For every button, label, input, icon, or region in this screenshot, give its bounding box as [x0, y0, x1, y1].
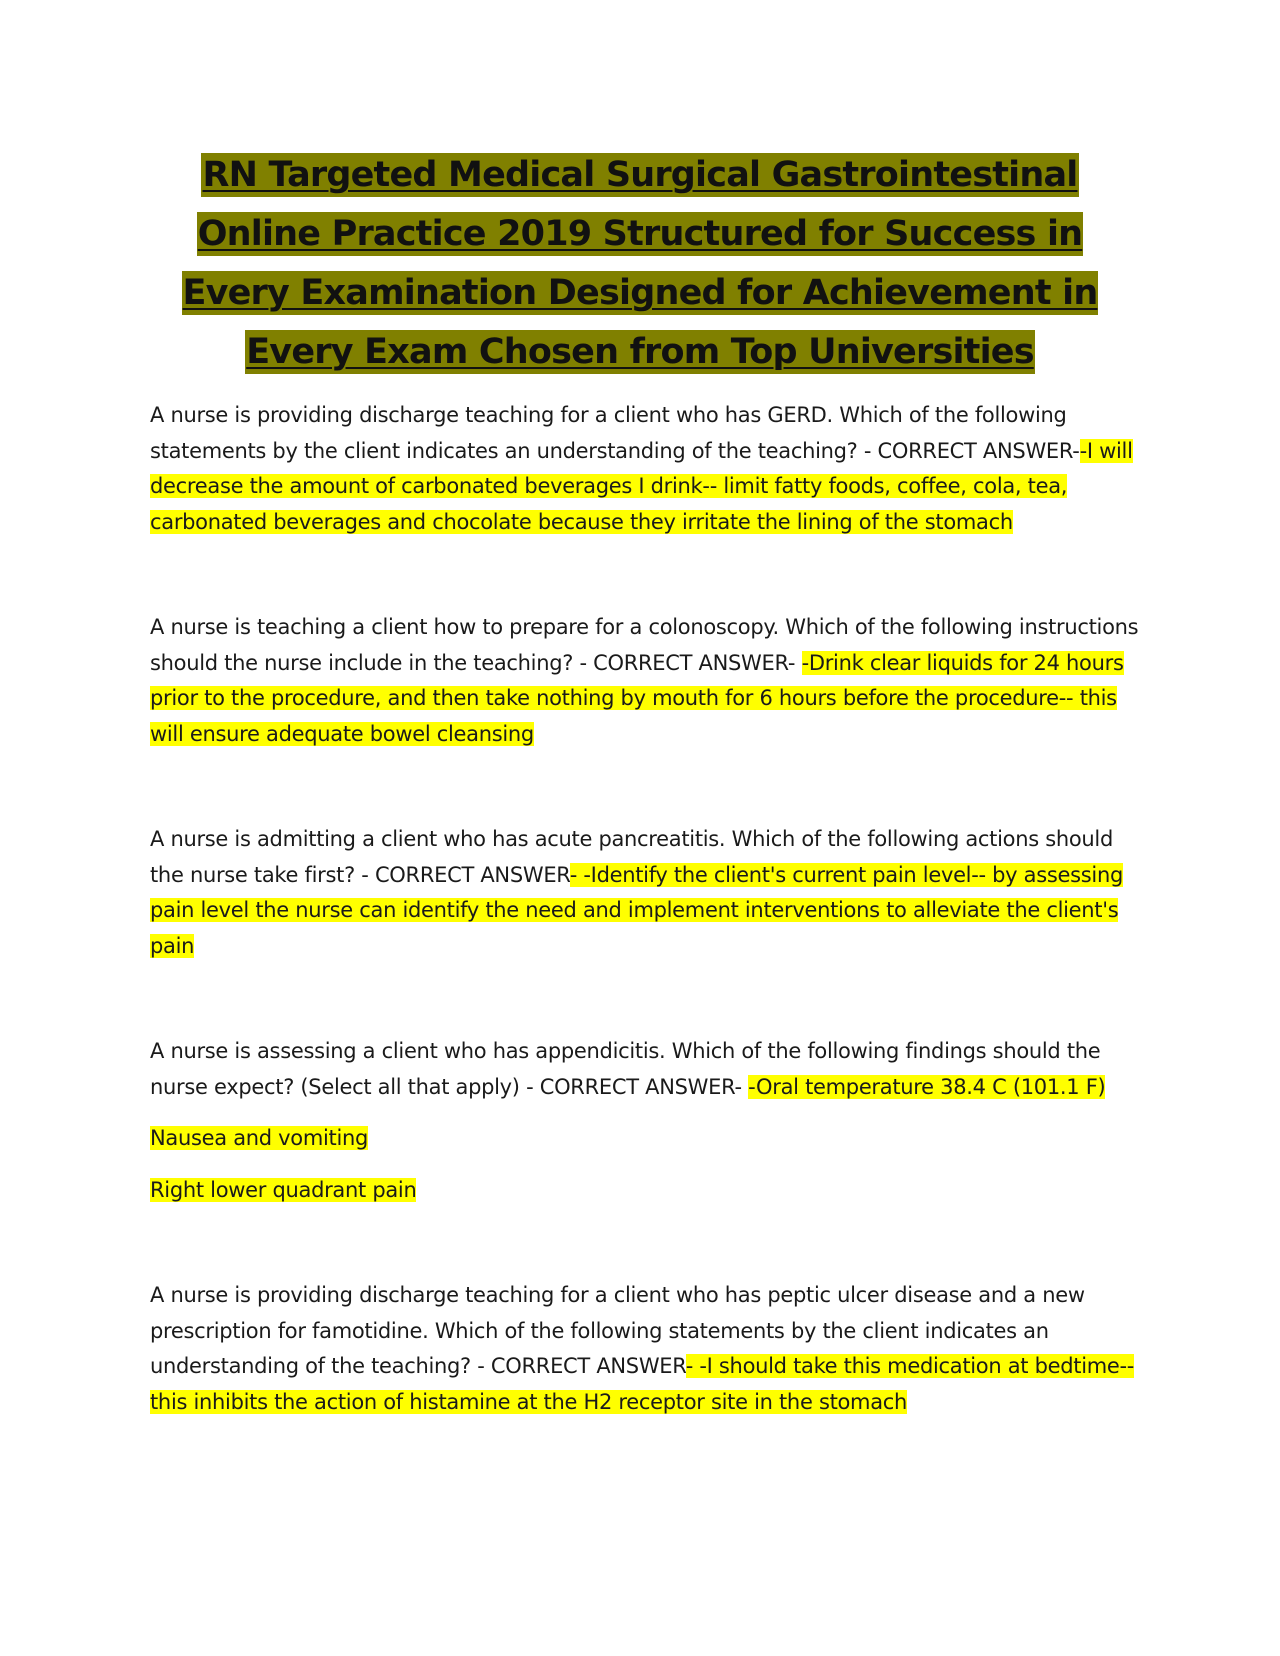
- title-line: Every Exam Chosen from Top Universities: [246, 332, 1034, 372]
- question-text: A nurse is assessing a client who has appendicitis. Which of the following findings should the nurse expect? (Select all that apply) - CORRECT ANSWER-: [150, 1039, 1101, 1099]
- question-text: A nurse is admitting a client who has acute pancreatitis. Which of the following actions should the nurse take first? - CORRECT ANSWER: [150, 827, 1113, 887]
- extra-answer: [150, 1121, 1140, 1157]
- answer-highlight: -I will decrease the amount of carbonated beverages I drink-- limit fatty foods, coffee, cola, tea, carbonated beverages and chocolate because they irritate the lining of the stomach: [150, 438, 1133, 534]
- answer-highlight: - -I should take this medication at bedtime-- this inhibits the action of histamine at the H2 receptor site in the stomach: [150, 1354, 1135, 1414]
- extra-answer: [150, 1173, 1140, 1209]
- question-text: A nurse is teaching a client how to prepare for a colonoscopy. Which of the following instructions should the nurse include in the teaching? - CORRECT ANSWER-: [150, 615, 1139, 675]
- title-line: Online Practice 2019 Structured for Success in: [197, 214, 1083, 254]
- question-text: A nurse is providing discharge teaching for a client who has GERD. Which of the following statements by the client indicates an understanding of the teaching? - CORRECT ANSWER-: [150, 403, 1080, 463]
- question-item: [150, 1278, 1140, 1420]
- answer-highlight: -Oral temperature 38.4 C (101.1 F): [748, 1074, 1106, 1099]
- question-item: [150, 398, 1140, 540]
- document-body: [150, 398, 1140, 1420]
- document-title: [150, 146, 1130, 382]
- answer-highlight: -Drink clear liquids for 24 hours prior to the procedure, and then take nothing by mouth for 6 hours before the procedure-- this will ensure adequate bowel cleansing: [150, 650, 1124, 746]
- answer-highlight: Right lower quadrant pain: [150, 1177, 417, 1202]
- title-line: RN Targeted Medical Surgical Gastrointestinal: [202, 155, 1078, 195]
- question-item: [150, 822, 1140, 964]
- question-item: [150, 1034, 1140, 1105]
- question-item: [150, 610, 1140, 752]
- title-line: Every Examination Designed for Achievement in: [182, 273, 1098, 313]
- answer-highlight: Nausea and vomiting: [150, 1126, 369, 1150]
- answer-highlight: - -Identify the client's current pain level-- by assessing pain level the nurse can identify the need and implement interventions to alleviate the client's pain: [150, 862, 1124, 958]
- question-text: A nurse is providing discharge teaching for a client who has peptic ulcer disease and a new prescription for famotidine. Which of the following statements by the client indicates an understanding of the teaching? - CORRECT ANSWER: [150, 1283, 1085, 1378]
